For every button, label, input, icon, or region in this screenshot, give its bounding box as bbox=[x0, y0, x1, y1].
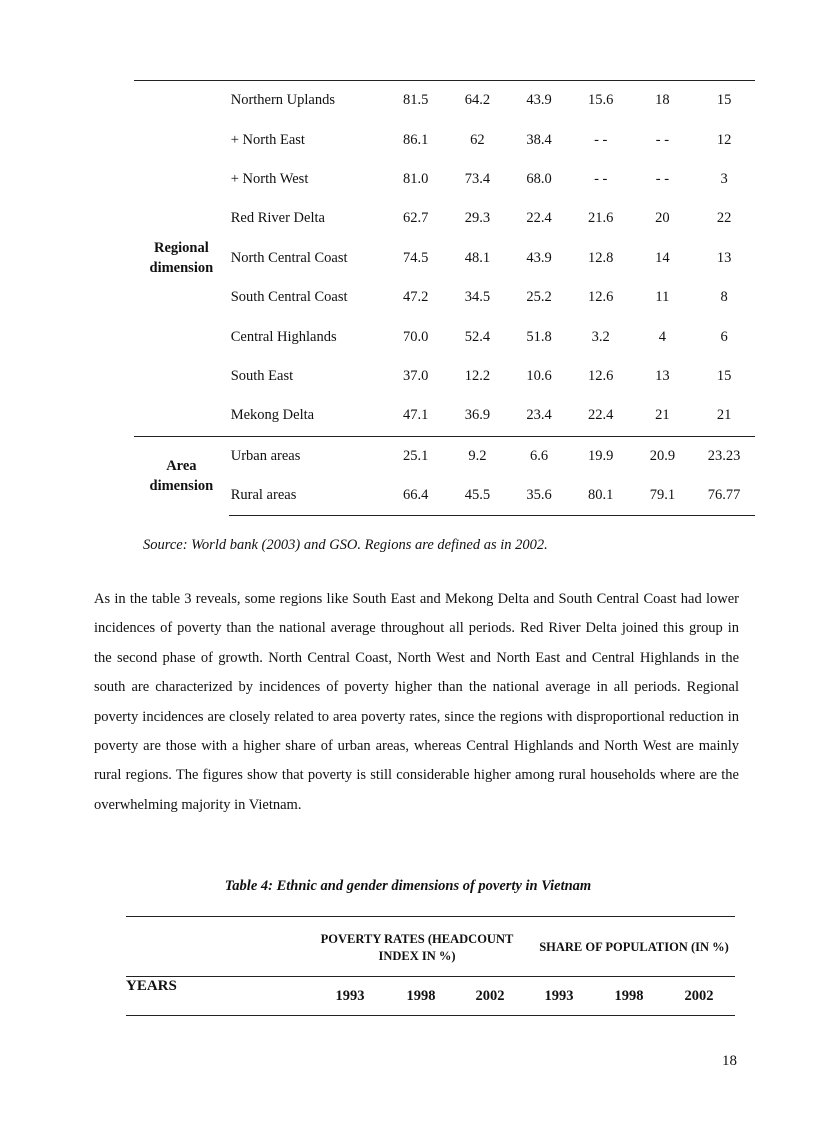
table-cell: 81.5 bbox=[385, 81, 447, 121]
table-cell: 12.6 bbox=[588, 367, 614, 384]
table4-year-header: 2002 bbox=[684, 988, 714, 1004]
table-cell: 20 bbox=[655, 210, 670, 227]
row-label: Red River Delta bbox=[230, 210, 325, 227]
table-cell: 43.9 bbox=[526, 249, 552, 266]
table-cell: 9.2 bbox=[447, 436, 509, 476]
table-cell: 35.6 bbox=[508, 476, 570, 516]
table-cell: - - bbox=[655, 131, 670, 148]
row-label: Urban areas bbox=[229, 436, 385, 476]
table-cell: - - bbox=[594, 131, 608, 148]
table4-header-rule bbox=[126, 976, 735, 977]
table-cell: 48.1 bbox=[464, 249, 491, 266]
table-cell: 52.4 bbox=[464, 328, 491, 345]
table-cell: 47.2 bbox=[403, 289, 429, 306]
table4-year-header: 1993 bbox=[544, 988, 574, 1004]
table-cell: 68.0 bbox=[526, 170, 552, 187]
table-cell: 74.5 bbox=[403, 249, 429, 266]
table-cell: 3.2 bbox=[591, 328, 610, 345]
table4-title: Table 4: Ethnic and gender dimensions of poverty in Vietnam bbox=[224, 878, 592, 894]
body-paragraph: As in the table 3 reveals, some regions like South East and Mekong Delta and South Central Coast had lower incidences of poverty than the national average throughout all periods. Red River Delta joined this group in the second phase of growth. North Central Coast, North West and North East and Central Highlands in the south are characterized by incidences of poverty higher than the national average in all periods. Regional poverty incidences are closely related to area poverty rates, since the regions with disproportional reduction in poverty are those with a higher share of urban areas, whereas Central Highlands and North West are mainly rural regions. The figures show that poverty is still considerable higher among rural households where are the overwhelming majority in Vietnam. bbox=[94, 591, 739, 813]
table4-year-header: 1998 bbox=[614, 988, 644, 1004]
table-cell: 15 bbox=[693, 81, 755, 121]
table-cell: 22.4 bbox=[526, 210, 552, 227]
table-cell: 20.9 bbox=[632, 436, 694, 476]
table-cell: 79.1 bbox=[632, 476, 694, 516]
table-cell: 25.2 bbox=[526, 289, 552, 306]
table-cell: 47.1 bbox=[403, 407, 429, 424]
table-cell: 36.9 bbox=[464, 407, 491, 424]
table4-year-header: 1998 bbox=[406, 988, 436, 1004]
table-cell: 76.77 bbox=[693, 476, 755, 516]
table-cell: 13 bbox=[716, 249, 732, 266]
table-cell: 23.4 bbox=[526, 407, 552, 424]
source-note: Source: World bank (2003) and GSO. Regions are defined as in 2002. bbox=[143, 537, 548, 553]
table-cell: 14 bbox=[655, 249, 670, 266]
table-cell: 12 bbox=[716, 131, 732, 148]
table-cell: 12.6 bbox=[588, 289, 614, 306]
table-cell: 51.8 bbox=[526, 328, 552, 345]
regional-dimension-label: Regional dimension bbox=[134, 81, 229, 437]
table-cell: 6.6 bbox=[508, 436, 570, 476]
table-cell: - - bbox=[655, 170, 670, 187]
table-cell: 43.9 bbox=[508, 81, 570, 121]
table-cell: 70.0 bbox=[403, 328, 429, 345]
table-cell: 38.4 bbox=[526, 131, 552, 148]
table-cell: 13 bbox=[655, 367, 670, 384]
table-cell: 18 bbox=[632, 81, 694, 121]
table-cell: 21.6 bbox=[588, 210, 614, 227]
table4-group-header-population-share: SHARE OF POPULATION (IN %) bbox=[539, 940, 729, 954]
table-cell: 21 bbox=[655, 407, 670, 424]
table4-bottom-rule bbox=[126, 1015, 735, 1016]
table-row bbox=[134, 436, 755, 476]
table-cell: 81.0 bbox=[403, 170, 429, 187]
table-row bbox=[134, 81, 755, 121]
row-label: South East bbox=[230, 367, 294, 384]
table-cell: 64.2 bbox=[447, 81, 509, 121]
table4-year-header: 1993 bbox=[335, 988, 365, 1004]
table-cell: 22 bbox=[716, 210, 732, 227]
row-label: + North East bbox=[230, 131, 305, 148]
table-cell: 3 bbox=[720, 170, 728, 187]
table-cell: 15 bbox=[716, 367, 732, 384]
table4-top-rule bbox=[126, 916, 735, 917]
table-cell: 73.4 bbox=[464, 170, 491, 187]
table-cell: 15.6 bbox=[570, 81, 632, 121]
row-label: Mekong Delta bbox=[230, 407, 315, 424]
row-label: Northern Uplands bbox=[229, 81, 385, 121]
table-cell: 34.5 bbox=[464, 289, 491, 306]
table-cell: 4 bbox=[658, 328, 667, 345]
row-label: Central Highlands bbox=[230, 328, 337, 345]
table-cell: 66.4 bbox=[385, 476, 447, 516]
row-label: South Central Coast bbox=[230, 289, 348, 306]
table4-group-header-poverty-rates: POVERTY RATES (HEADCOUNT INDEX IN %) bbox=[320, 932, 514, 963]
table-cell: 29.3 bbox=[464, 210, 491, 227]
table-cell: - - bbox=[594, 170, 608, 187]
row-label: Rural areas bbox=[229, 476, 385, 516]
row-label: + North West bbox=[230, 170, 309, 187]
page-number: 18 bbox=[722, 1053, 737, 1069]
area-dimension-label: Area dimension bbox=[134, 436, 229, 516]
table-cell: 12.2 bbox=[464, 367, 491, 384]
table-cell: 25.1 bbox=[385, 436, 447, 476]
table-cell: 62 bbox=[470, 131, 485, 148]
table-cell: 10.6 bbox=[526, 367, 552, 384]
table-cell: 22.4 bbox=[588, 407, 614, 424]
table4-year-header: 2002 bbox=[475, 988, 505, 1004]
table-cell: 21 bbox=[716, 407, 732, 424]
table-cell: 12.8 bbox=[588, 249, 614, 266]
table4-years-label: YEARS bbox=[126, 978, 177, 994]
table-cell: 62.7 bbox=[403, 210, 429, 227]
row-label: North Central Coast bbox=[230, 249, 348, 266]
table-cell: 37.0 bbox=[403, 367, 429, 384]
table-cell: 19.9 bbox=[570, 436, 632, 476]
table-cell: 6 bbox=[720, 328, 728, 345]
table-cell: 80.1 bbox=[570, 476, 632, 516]
regional-poverty-table bbox=[134, 80, 755, 516]
table-cell: 86.1 bbox=[403, 131, 429, 148]
table-cell: 45.5 bbox=[447, 476, 509, 516]
table-cell: 11 bbox=[655, 289, 670, 306]
table-cell: 8 bbox=[720, 289, 728, 306]
table-cell: 23.23 bbox=[693, 436, 755, 476]
